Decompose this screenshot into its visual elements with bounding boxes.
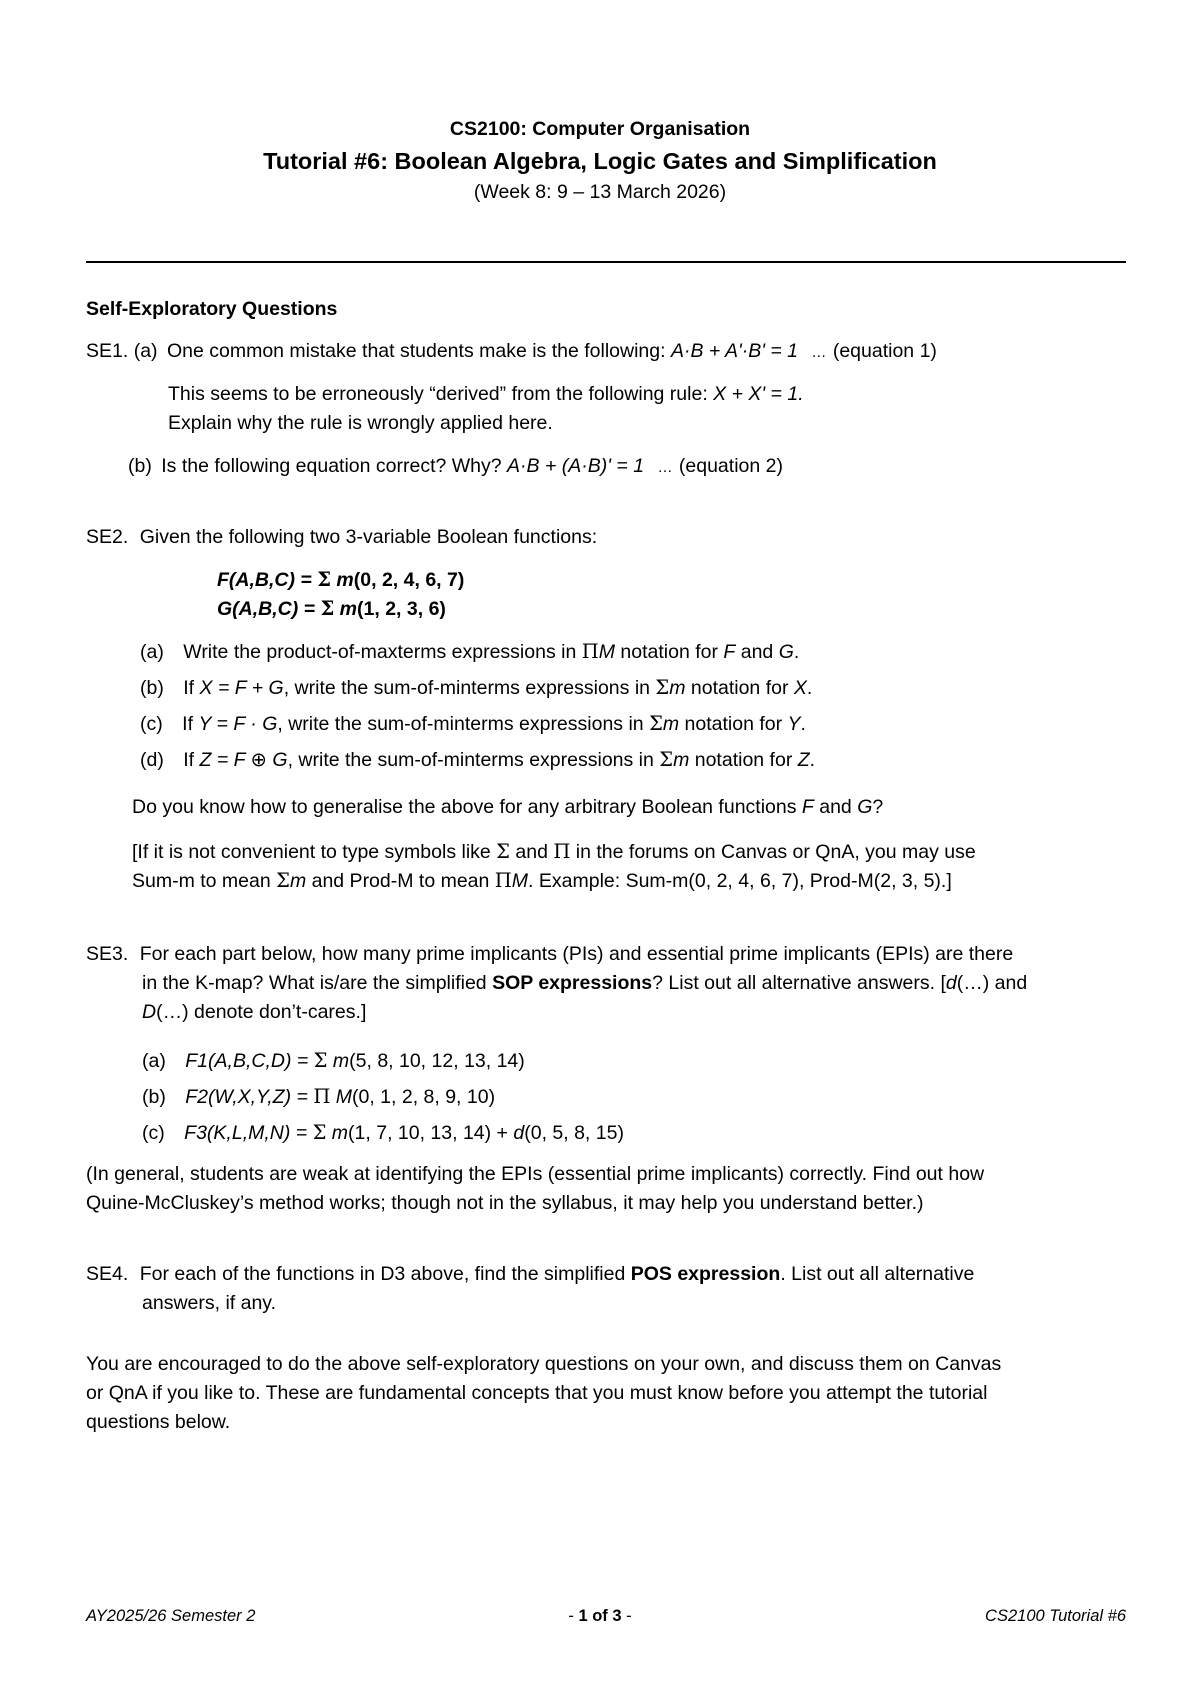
se2-part-d <box>140 748 815 772</box>
minterm-var: m <box>327 1050 350 1072</box>
function-lhs: F3(K,L,M,N) = <box>184 1122 313 1144</box>
function-g <box>217 597 446 621</box>
se3-note-line2: Quine-McCluskey’s method works; though not in the syllabus, it may help you understand better.) <box>86 1192 924 1214</box>
se2-note-line1 <box>132 840 976 864</box>
question-text: ? List out all alternative answers. [ <box>652 972 946 994</box>
se1-line-b <box>128 455 783 478</box>
equation: Y = F · G <box>198 713 278 735</box>
minterm-list: (0, 2, 4, 6, 7) <box>353 569 465 591</box>
part-label: (a) <box>140 641 164 663</box>
function-lhs: F1(A,B,C,D) = <box>185 1050 314 1072</box>
punctuation: . <box>809 749 816 771</box>
maxterm-list: (0, 1, 2, 8, 9, 10) <box>352 1086 496 1108</box>
part-label: (b) <box>140 677 164 699</box>
minterm-var: m <box>662 713 680 735</box>
ellipsis: … <box>811 344 828 361</box>
note-text: and <box>509 841 554 863</box>
page-dash: - <box>568 1607 579 1625</box>
se2-generalise <box>132 796 883 819</box>
emphasis: SOP expressions <box>492 972 653 994</box>
header-divider <box>86 261 1126 263</box>
se4-line2: answers, if any. <box>142 1292 277 1314</box>
minterm-var: m <box>673 749 690 771</box>
variable: X <box>793 677 807 699</box>
question-text: Write the product-of-maxterms expressions in <box>183 641 582 663</box>
maxterm-var: M <box>330 1086 352 1108</box>
question-text: If <box>182 713 199 735</box>
question-text: For each of the functions in D3 above, find the simplified <box>139 1263 631 1285</box>
part-label: (b) <box>128 455 152 477</box>
se2-part-c <box>140 712 806 736</box>
variable: G <box>857 796 873 818</box>
minterm-list: (1, 7, 10, 13, 14) <box>348 1122 492 1144</box>
question-number: SE2. <box>86 526 129 548</box>
question-text: One common mistake that students make is the following: <box>166 340 666 362</box>
course-title: CS2100: Computer Organisation <box>449 118 751 140</box>
equation-ref: (equation 1) <box>832 340 937 362</box>
pi-symbol: Π <box>494 869 512 892</box>
closing-line3: questions below. <box>86 1411 231 1433</box>
pi-symbol: Π <box>581 640 599 663</box>
pi-symbol: Π <box>313 1085 331 1108</box>
minterm-var: m <box>331 569 354 591</box>
part-label: (d) <box>140 749 164 771</box>
question-number: SE1. <box>86 340 129 362</box>
se2-part-b <box>140 676 812 700</box>
question-text: Is the following equation correct? Why? <box>161 455 502 477</box>
variable: Y <box>787 713 801 735</box>
section-title: Self-Exploratory Questions <box>86 298 338 320</box>
question-number: SE4. <box>86 1263 129 1285</box>
page-title: Tutorial #6: Boolean Algebra, Logic Gates and Simplification <box>263 148 937 174</box>
footer-tutorial: CS2100 Tutorial #6 <box>985 1607 1126 1625</box>
question-text: If <box>183 749 200 771</box>
sigma-symbol: Σ <box>317 568 332 591</box>
question-text: and <box>813 796 858 818</box>
equation-ref: (equation 2) <box>678 455 783 477</box>
question-text: notation for <box>689 749 798 771</box>
sigma-symbol: Σ <box>320 597 335 620</box>
note-text: in the forums on Canvas or QnA, you may use <box>570 841 976 863</box>
week-subtitle: (Week 8: 9 – 13 March 2026) <box>473 181 727 203</box>
maxterm-var: M <box>511 870 529 892</box>
sigma-symbol: Σ <box>496 840 510 863</box>
footer-semester: AY2025/26 Semester 2 <box>86 1607 256 1625</box>
variable: G <box>778 641 794 663</box>
se2-note-line2 <box>132 869 952 893</box>
se3-line2 <box>142 972 1027 995</box>
function-f <box>217 568 464 592</box>
se3-line3 <box>142 1001 366 1024</box>
se2-intro <box>86 526 597 549</box>
se3-part-b <box>142 1085 495 1109</box>
equation: Z = F ⊕ G <box>199 749 288 771</box>
pi-symbol: Π <box>553 840 571 863</box>
punctuation: ? <box>872 796 884 818</box>
question-text: For each part below, how many prime implicants (PIs) and essential prime implicants (EPIs) are there <box>139 943 1014 965</box>
dontcare-list: (0, 5, 8, 15) <box>524 1122 624 1144</box>
note-text: [If it is not convenient to type symbols like <box>132 841 497 863</box>
question-text: , write the sum-of-minterms expressions in <box>283 677 656 699</box>
minterm-var: m <box>326 1122 349 1144</box>
note-text: and Prod-M to mean <box>306 870 495 892</box>
sigma-symbol: Σ <box>655 676 670 699</box>
dontcare-var: d <box>513 1122 525 1144</box>
plus-sign: + <box>491 1122 514 1144</box>
se3-line1 <box>86 943 1013 966</box>
question-text: (…) denote don’t-cares.] <box>156 1001 367 1023</box>
question-text: If <box>183 677 200 699</box>
minterm-var: m <box>289 870 307 892</box>
function-lhs: F2(W,X,Y,Z) = <box>185 1086 314 1108</box>
closing-line1: You are encouraged to do the above self-exploratory questions on your own, and discuss them on Canvas <box>86 1353 1002 1375</box>
sigma-symbol: Σ <box>313 1049 328 1072</box>
sigma-symbol: Σ <box>312 1121 327 1144</box>
question-text: notation for <box>614 641 724 663</box>
variable: F <box>801 796 814 818</box>
minterm-list: (5, 8, 10, 12, 13, 14) <box>349 1050 525 1072</box>
variable: D <box>142 1001 157 1023</box>
note-text: Sum-m to mean <box>132 870 277 892</box>
se4-line1 <box>86 1263 974 1286</box>
se1-line-a2 <box>168 383 804 406</box>
part-label: (a) <box>142 1050 166 1072</box>
question-text: notation for <box>679 713 788 735</box>
question-number: SE3. <box>86 943 129 965</box>
page-number: 1 of 3 <box>578 1607 622 1625</box>
equation: X = F + G <box>199 677 284 699</box>
function-lhs: G(A,B,C) = <box>217 598 321 620</box>
variable: d <box>945 972 957 994</box>
note-text: . Example: Sum-m(0, 2, 4, 6, 7), Prod-M(2, 3, 5).] <box>528 870 952 892</box>
ellipsis: … <box>657 459 674 476</box>
punctuation: . <box>800 713 806 735</box>
equation: X + X' = 1. <box>713 383 804 405</box>
part-label: (c) <box>142 1122 165 1144</box>
maxterm-var: M <box>598 641 615 663</box>
question-text: , write the sum-of-minterms expressions in <box>287 749 660 771</box>
variable: Z <box>797 749 810 771</box>
variable: F <box>723 641 736 663</box>
question-text: in the K-map? What is/are the simplified <box>142 972 493 994</box>
minterm-list: (1, 2, 3, 6) <box>357 598 446 620</box>
sigma-symbol: Σ <box>649 712 663 735</box>
se2-part-a <box>140 640 799 664</box>
part-label: (b) <box>142 1086 166 1108</box>
se1-line-a3: Explain why the rule is wrongly applied here. <box>168 412 553 434</box>
closing-line2: or QnA if you like to. These are fundamental concepts that you must know before you attempt the tutorial <box>86 1382 988 1404</box>
function-lhs: F(A,B,C) = <box>217 569 318 591</box>
page-dash: - <box>621 1607 632 1625</box>
minterm-var: m <box>669 677 686 699</box>
minterm-var: m <box>334 598 358 620</box>
emphasis: POS expression <box>630 1263 781 1285</box>
equation: A·B + A'·B' = 1 <box>670 340 798 362</box>
question-text: , write the sum-of-minterms expressions in <box>277 713 650 735</box>
part-label: (c) <box>140 713 163 735</box>
se1-line-a <box>86 340 937 363</box>
sigma-symbol: Σ <box>276 869 290 892</box>
se3-note-line1: (In general, students are weak at identifying the EPIs (essential prime implicants) correctly. Find out how <box>86 1163 985 1185</box>
punctuation: . <box>793 641 800 663</box>
equation: A·B + (A·B)' = 1 <box>507 455 645 477</box>
question-text: Do you know how to generalise the above for any arbitrary Boolean functions <box>132 796 802 818</box>
se3-part-c <box>142 1121 624 1145</box>
se3-part-a <box>142 1049 525 1073</box>
question-text: notation for <box>685 677 794 699</box>
punctuation: . <box>806 677 813 699</box>
part-label: (a) <box>133 340 158 362</box>
sigma-symbol: Σ <box>659 748 674 771</box>
question-text: (…) and <box>956 972 1028 994</box>
question-text: This seems to be erroneously “derived” from the following rule: <box>168 383 708 405</box>
question-text: Given the following two 3-variable Boolean functions: <box>139 526 598 548</box>
question-text: . List out all alternative <box>780 1263 975 1285</box>
question-text: and <box>735 641 779 663</box>
